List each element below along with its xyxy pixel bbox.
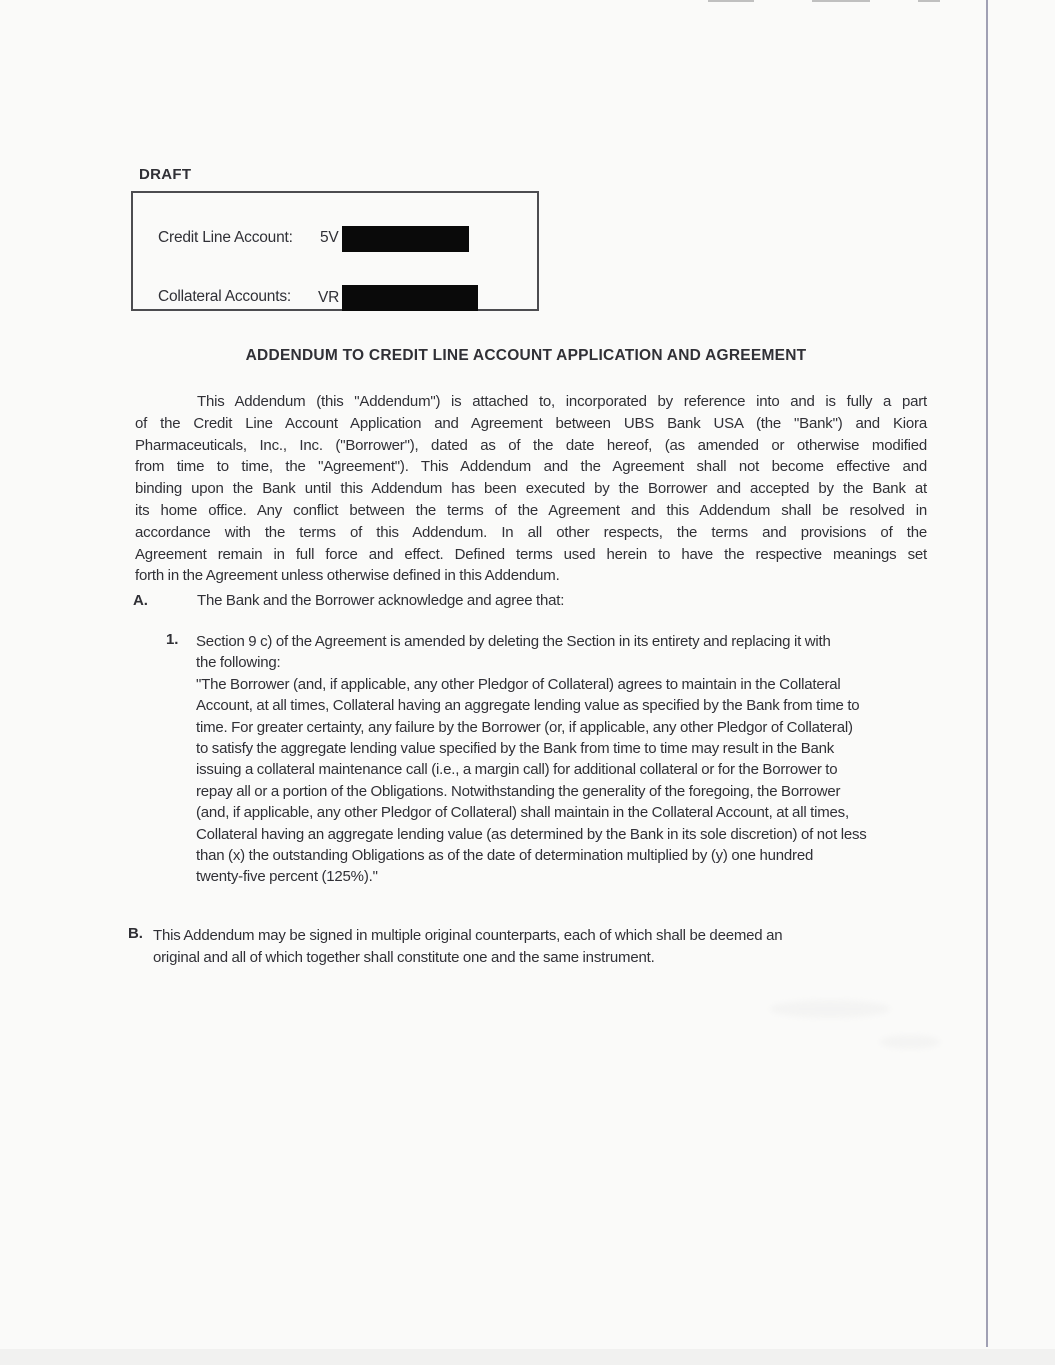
text-line: Collateral having an aggregate lending value (as determined by the Bank in its sole discretion) of not less	[196, 825, 867, 843]
scan-bottom-shadow	[0, 1349, 1055, 1365]
text-line: of the Credit Line Account Application and Agreement between UBS Bank USA (the "Bank") and Kiora	[135, 414, 927, 432]
scan-smudge	[770, 1000, 890, 1018]
text-line: This Addendum may be signed in multiple original counterparts, each of which shall be deemed an	[153, 927, 783, 944]
text-line: Account, at all times, Collateral having an aggregate lending value as specified by the Bank from time to	[196, 697, 860, 715]
intro-paragraph	[135, 391, 927, 587]
text-line: "The Borrower (and, if applicable, any other Pledgor of Collateral) agrees to maintain in the Collateral	[196, 675, 841, 693]
item-1-marker: 1.	[166, 631, 179, 648]
credit-line-account-label: Credit Line Account:	[158, 229, 293, 246]
text-line: This Addendum (this "Addendum") is attached to, incorporated by reference into and is fully a part	[197, 393, 927, 410]
credit-line-account-redaction-bar	[342, 226, 469, 252]
text-line: binding upon the Bank until this Addendum has been executed by the Borrower and accepted by the Bank at	[135, 480, 927, 498]
text-line: twenty-five percent (125%)."	[196, 868, 378, 886]
section-a-text: The Bank and the Borrower acknowledge and agree that:	[197, 592, 565, 609]
text-line: time. For greater certainty, any failure by the Borrower (or, if applicable, any other Pledgor of Collateral)	[196, 718, 853, 736]
text-line: than (x) the outstanding Obligations as of the date of determination multiplied by (y) one hundred	[196, 847, 814, 865]
scan-noise-speck	[918, 0, 940, 2]
text-line: issuing a collateral maintenance call (i.e., a margin call) for additional collateral or for the Borrower to	[196, 761, 838, 779]
text-line: (and, if applicable, any other Pledgor of Collateral) shall maintain in the Collateral Account, at all times,	[196, 804, 849, 822]
draft-watermark-label: DRAFT	[139, 166, 192, 183]
text-line: to satisfy the aggregate lending value specified by the Bank from time to time may result in the Bank	[196, 740, 835, 758]
text-line: repay all or a portion of the Obligations. Notwithstanding the generality of the foregoing, the Borrower	[196, 782, 841, 800]
section-b-marker: B.	[128, 925, 143, 942]
collateral-accounts-label: Collateral Accounts:	[158, 288, 291, 305]
scan-edge-line	[986, 0, 988, 1347]
text-line: original and all of which together shall constitute one and the same instrument.	[153, 948, 655, 966]
document-title: ADDENDUM TO CREDIT LINE ACCOUNT APPLICATION AND AGREEMENT	[245, 347, 807, 364]
text-line: Agreement remain in full force and effect. Defined terms used herein to have the respective meanings set	[135, 545, 927, 563]
text-line: accordance with the terms of this Addendum. In all other respects, the terms and provisions of the	[135, 523, 927, 541]
item-1-text	[196, 631, 938, 888]
collateral-accounts-redaction-bar	[342, 285, 478, 311]
text-line: Pharmaceuticals, Inc., Inc. ("Borrower"), dated as of the date hereof, (as amended or otherwise modified	[135, 436, 927, 454]
collateral-accounts-value-prefix: VR	[318, 289, 340, 306]
section-a-marker: A.	[133, 592, 148, 609]
text-line: Section 9 c) of the Agreement is amended by deleting the Section in its entirety and replacing it with	[196, 633, 831, 650]
scan-smudge	[880, 1035, 940, 1049]
text-line: from time to time, the "Agreement"). This Addendum and the Agreement shall not become effective and	[135, 458, 927, 476]
credit-line-account-value-prefix: 5V	[320, 229, 339, 246]
scan-noise-speck	[812, 0, 870, 2]
text-line: the following:	[196, 654, 281, 672]
text-line: its home office. Any conflict between the terms of the Agreement and this Addendum shall be resolved in	[135, 501, 927, 519]
scan-noise-speck	[708, 0, 754, 2]
section-b-text	[153, 925, 873, 968]
text-line: forth in the Agreement unless otherwise defined in this Addendum.	[135, 567, 560, 585]
